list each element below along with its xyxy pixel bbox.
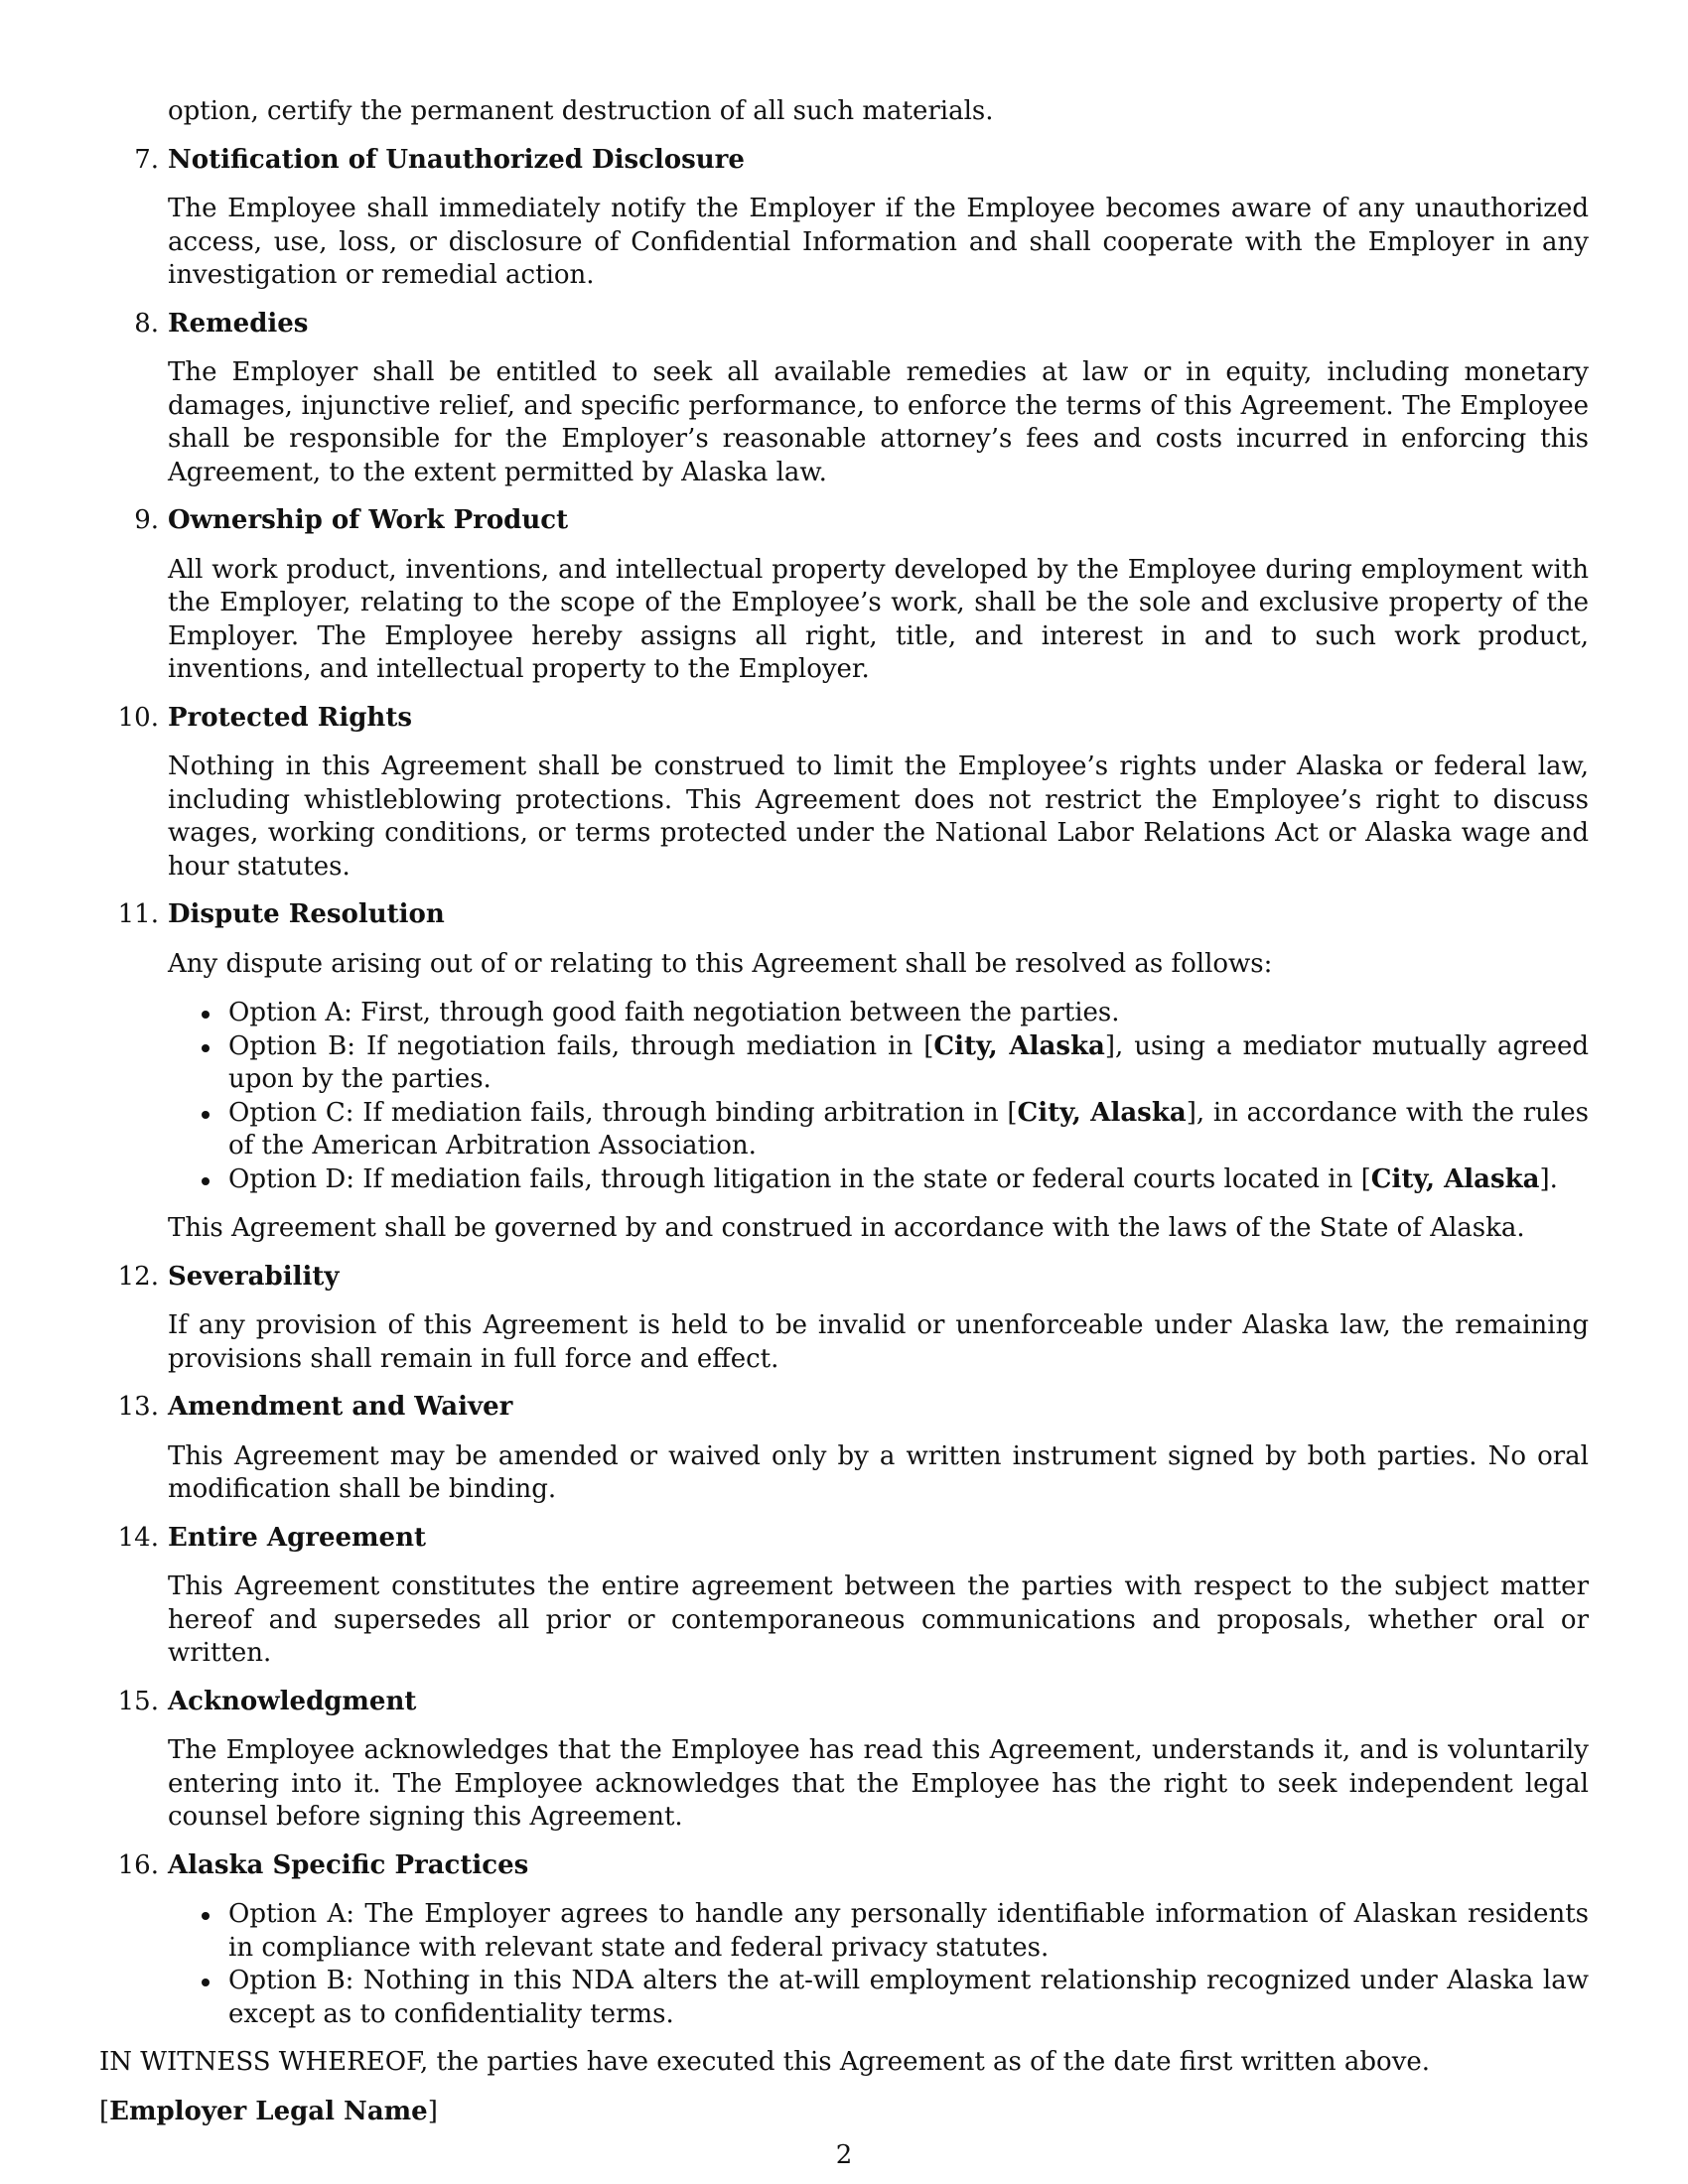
section-paragraph: The Employee shall immediately notify the Employer if the Employee becomes aware of any unauthorized access, use, loss, or disclosure of Confidential Information and shall cooperate with the Employer in any investigation or remedial action. [168, 194, 1589, 290]
option-text: Option C: If mediation fails, through binding arbitration in [228, 1097, 1008, 1128]
bullet-icon [202, 1177, 210, 1185]
section-paragraph: Any dispute arising out of or relating to this Agreement shall be resolved as follows: [168, 948, 1273, 979]
section-11-heading [99, 898, 1589, 932]
city-placeholder: City, Alaska [933, 1030, 1105, 1061]
continued-text: option, certify the permanent destruction of all such materials. [168, 96, 994, 126]
section-title: Notification of Unauthorized Disclosure [168, 144, 745, 175]
bullet-icon [202, 1912, 210, 1920]
section-title: Ownership of Work Product [168, 505, 569, 535]
section-title: Acknowledgment [168, 1686, 417, 1716]
alaska-options-list [168, 1898, 1589, 2031]
list-item [168, 1898, 1589, 1965]
employer-name-placeholder: [Employer Legal Name] [99, 2096, 438, 2126]
option-text: Option B: Nothing in this NDA alters the at-will employment relationship recognized under Alaska law except as to confidentiality terms. [228, 1966, 1589, 2029]
document-body [99, 95, 1589, 2128]
option-text: , using a mediator mutually agreed upon by the parties. [228, 1030, 1589, 1094]
witness-statement: IN WITNESS WHEREOF, the parties have executed this Agreement as of the date first written above. [99, 2047, 1431, 2077]
city-placeholder: City, Alaska [1017, 1097, 1187, 1128]
section-number: 7. [134, 144, 159, 175]
list-item [168, 997, 1589, 1030]
section-10 [99, 702, 1589, 885]
section-title: Dispute Resolution [168, 899, 445, 929]
section-paragraph: All work product, inventions, and intellectual property developed by the Employee during employment with the Employer, relating to the scope of the Employee’s work, shall be the sole and exclusive property of the Employer. The Employee hereby assigns all right, title, and interest in and to such work product, inventions, and intellectual property to the Employer. [168, 554, 1589, 684]
section-title: Severability [168, 1261, 340, 1292]
option-text: Option D: If mediation fails, through litigation in the state or federal courts located in [228, 1163, 1361, 1194]
section-14-heading [99, 1522, 1589, 1556]
bullet-icon [202, 1044, 210, 1052]
section-title: Remedies [168, 308, 309, 339]
section-7-heading [99, 144, 1589, 178]
section-14 [99, 1522, 1589, 1671]
section-paragraph: The Employee acknowledges that the Employee has read this Agreement, understands it, and is voluntarily entering into it. The Employee acknowledges that the Employee has the right to seek independent legal counsel before signing this Agreement. [168, 1735, 1589, 1832]
city-placeholder: City, Alaska [1370, 1163, 1540, 1194]
section-title: Protected Rights [168, 702, 412, 733]
section-number: 12. [117, 1261, 159, 1292]
section-15 [99, 1686, 1589, 1835]
section-11 [99, 898, 1589, 1246]
section-10-heading [99, 702, 1589, 736]
section-16 [99, 1849, 1589, 2032]
list-item: Option B: If negotiation fails, through mediation in [City, Alaska], using a mediator mutually agreed upon by the parties. [168, 1030, 1589, 1097]
section-number: 16. [117, 1849, 159, 1880]
list-item [168, 1965, 1589, 2031]
section-number: 8. [134, 308, 159, 339]
option-text: Option A: First, through good faith negotiation between the parties. [228, 998, 1120, 1027]
section-number: 15. [117, 1686, 159, 1716]
section-number: 14. [117, 1522, 159, 1553]
section-paragraph: If any provision of this Agreement is held to be invalid or unenforceable under Alaska law, the remaining provisions shall remain in full force and effect. [168, 1310, 1589, 1374]
section-13 [99, 1391, 1589, 1507]
list-item: Option D: If mediation fails, through litigation in the state or federal courts located in [City, Alaska]. [168, 1163, 1589, 1197]
section-16-heading [99, 1849, 1589, 1883]
section-paragraph: This Agreement may be amended or waived only by a written instrument signed by both parties. No oral modification shall be binding. [168, 1440, 1589, 1504]
bullet-icon [202, 1979, 210, 1986]
section-9-heading [99, 504, 1589, 538]
section-7 [99, 144, 1589, 293]
governing-law-paragraph: This Agreement shall be governed by and construed in accordance with the laws of the State of Alaska. [168, 1213, 1525, 1243]
section-15-heading [99, 1686, 1589, 1719]
section-paragraph: The Employer shall be entitled to seek all available remedies at law or in equity, including monetary damages, injunctive relief, and specific performance, to enforce the terms of this Agreement. The Employee shall be responsible for the Employer’s reasonable attorney’s fees and costs incurred in enforcing this Agreement, to the extent permitted by Alaska law. [168, 357, 1589, 487]
section-title: Alaska Specific Practices [168, 1849, 529, 1880]
section-9 [99, 504, 1589, 687]
page-number: 2 [835, 2140, 853, 2170]
section-number: 10. [117, 702, 159, 733]
section-paragraph: This Agreement constitutes the entire agreement between the parties with respect to the subject matter hereof and supersedes all prior or contemporaneous communications and proposals, whether oral or written. [168, 1571, 1589, 1668]
section-12-heading [99, 1261, 1589, 1295]
bullet-icon [202, 1011, 210, 1019]
list-item: Option C: If mediation fails, through binding arbitration in [City, Alaska], in accordance with the rules of the American Arbitration Association. [168, 1097, 1589, 1163]
option-text: . [1549, 1163, 1558, 1194]
section-number: 11. [117, 899, 159, 929]
section-number: 13. [117, 1392, 159, 1422]
employer-name-text: Employer Legal Name [109, 2096, 428, 2126]
section-8-heading [99, 308, 1589, 341]
section-12 [99, 1261, 1589, 1377]
section-8 [99, 308, 1589, 490]
section-13-heading [99, 1391, 1589, 1425]
section-title: Amendment and Waiver [168, 1392, 513, 1422]
section-title: Entire Agreement [168, 1522, 426, 1553]
option-text: Option B: If negotiation fails, through mediation in [228, 1030, 924, 1061]
section-paragraph: Nothing in this Agreement shall be construed to limit the Employee’s rights under Alaska or federal law, including whistleblowing protections. This Agreement does not restrict the Employee’s right to discuss wages, working conditions, or terms protected under the National Labor Relations Act or Alaska wage and hour statutes. [168, 751, 1589, 882]
option-text: , in accordance with the rules of the American Arbitration Association. [228, 1097, 1589, 1160]
dispute-options-list [168, 997, 1589, 1196]
option-text: Option A: The Employer agrees to handle any personally identifiable information of Alaskan residents in compliance with relevant state and federal privacy statutes. [228, 1899, 1589, 1963]
bullet-icon [202, 1111, 210, 1119]
section-number: 9. [134, 505, 159, 535]
